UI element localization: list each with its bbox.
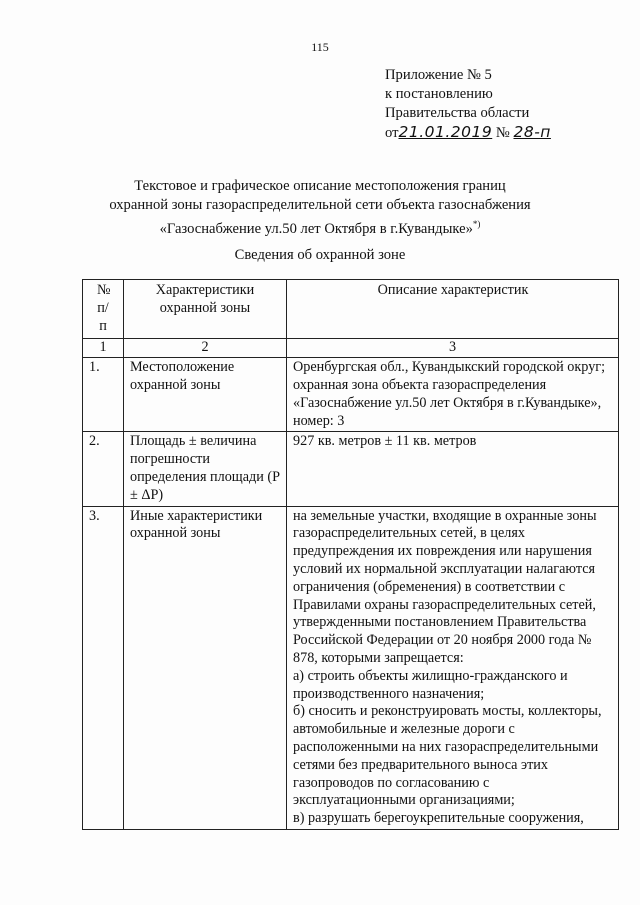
number-prefix: № [495, 125, 510, 141]
row-description: Оренбургская обл., Кувандыкский городской округ; охранная зона объекта газораспределения «Газоснабжение ул.50 лет Октября в г.Кувандыке», номер: 3 [287, 358, 619, 432]
column-number-3: 3 [287, 339, 619, 358]
appendix-block [385, 66, 625, 143]
header-description: Описание характеристик [287, 280, 619, 339]
table-row [83, 432, 619, 506]
footnote-mark: *) [472, 219, 481, 229]
row-description: на земельные участки, входящие в охранные зоны газораспределительных сетей, в целях предупреждения их повреждения или нарушения условий их нормальной эксплуатации налагаются ограничения (обременения) в соответствии с Правилами охраны газораспределительных сетей, утвержденными постановлением Правительства Российской Федерации от 20 ноября 2000 года № 878, которыми запрещается: [293, 507, 597, 666]
row-characteristic: Иные характеристики охранной зоны [124, 506, 287, 829]
table-header-row [83, 280, 619, 339]
column-number-row [83, 339, 619, 358]
table-row [83, 506, 619, 829]
column-number-2: 2 [124, 339, 287, 358]
handwritten-date: 21.01.2019 [398, 123, 493, 141]
title-line-3-text: «Газоснабжение ул.50 лет Октября в г.Кувандыке» [159, 220, 473, 237]
restriction-item-b: б) сносить и реконструировать мосты, коллекторы, автомобильные и железные дороги с расположенными на них газораспределительными сетями без предварительного выноса этих газопроводов по согласованию с эксплуатационными организациями; [293, 703, 602, 809]
appendix-authority: Правительства области [385, 105, 530, 121]
row-description: 927 кв. метров ± 11 кв. метров [287, 432, 619, 506]
appendix-decree: к постановлению [385, 86, 493, 102]
title-line-1: Текстовое и графическое описание местоположения границ [134, 178, 506, 194]
row-number: 1. [83, 358, 124, 432]
row-characteristic: Площадь ± величина погрешности определения площади (P ± ΔP) [124, 432, 287, 506]
title-line-2: охранной зоны газораспределительной сети объекта газоснабжения [109, 197, 531, 213]
handwritten-number: 28-п [513, 123, 551, 141]
page-number: 115 [311, 40, 329, 54]
section-title: Сведения об охранной зоне [234, 247, 406, 263]
restriction-item-a: а) строить объекты жилищно-гражданского и производственного назначения; [293, 667, 568, 702]
title-line-3 [90, 215, 550, 239]
table-row [83, 358, 619, 432]
document-title [90, 177, 550, 239]
row-number: 2. [83, 432, 124, 506]
row-number: 3. [83, 506, 124, 829]
row-description-cell [287, 506, 619, 829]
appendix-date-line [385, 123, 625, 143]
header-characteristic: Характеристики охранной зоны [124, 280, 287, 339]
column-number-1: 1 [83, 339, 124, 358]
appendix-title: Приложение № 5 [385, 67, 492, 83]
zone-info-table [82, 279, 619, 830]
header-number: № п/п [83, 280, 124, 339]
date-prefix: от [385, 125, 399, 141]
restriction-item-c: в) разрушать берегоукрепительные сооружения, [293, 810, 584, 827]
row-characteristic: Местоположение охранной зоны [124, 358, 287, 432]
